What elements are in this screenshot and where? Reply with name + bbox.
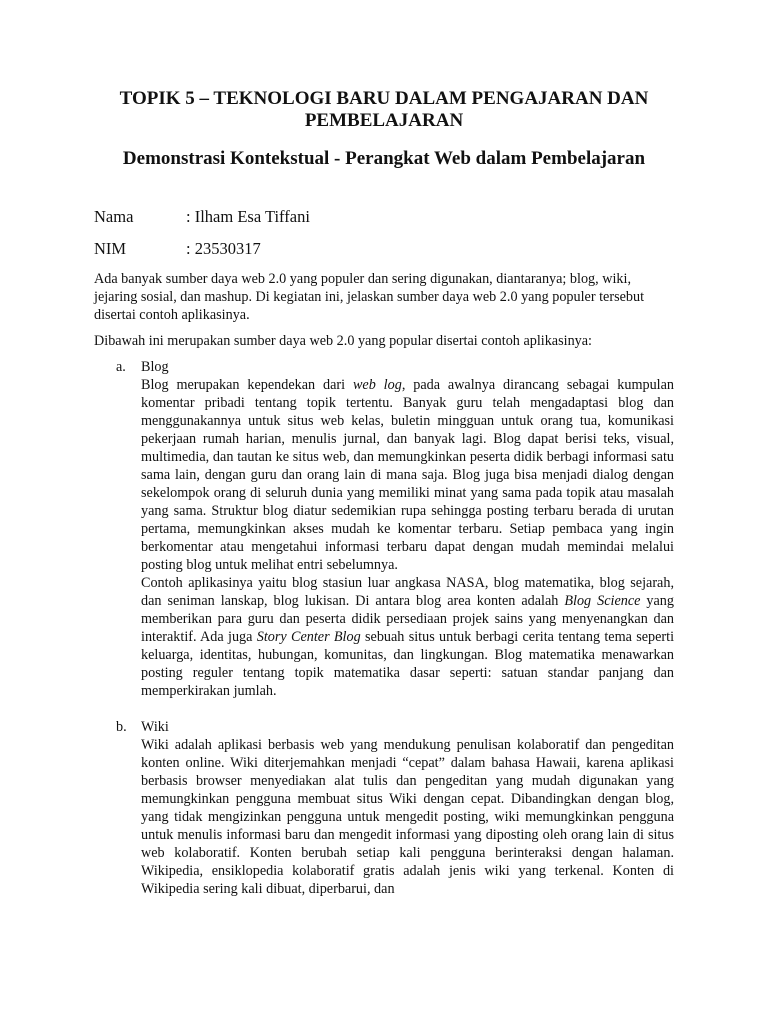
list-marker: b. xyxy=(116,719,127,735)
text-span: , pada awalnya dirancang sebagai kumpulan komentar pribadi tentang topik tertentu. Banyak guru telah mengadaptasi blog dan menggunakannya untuk situs web kelas, buletin mingguan untuk orang tua, komunikasi pekerjaan rumah harian, menulis jurnal, dan banyak lagi. Blog dapat berisi teks, visual, multimedia, dan tautan ke situs web, dan memungkinkan peserta didik berbagi informasi satu sama lain, dengan guru dan orang lain di mana saja. Blog juga bisa menjadi dialog dengan sekelompok orang di seluruh dunia yang memiliki minat yang sama pada topik atau masalah yang sama. Struktur blog diatur sedemikian rupa sehingga posting terbaru berada di urutan pertama, memungkinkan akses mudah ke komentar terbaru. Setiap pembaca yang ingin berkomentar atau mengetahui informasi terbaru dapat dengan mudah memindai melalui posting blog untuk melihat entri sebelumnya. xyxy=(141,377,675,573)
info-label-nim: NIM xyxy=(94,239,127,258)
text-span: yang memberikan para guru dan peserta didik persediaan projek sains yang menyenangkan dan interaktif. Ada juga xyxy=(141,593,674,645)
text-span: Blog merupakan kependekan dari xyxy=(141,377,353,393)
wiki-paragraph-1: Wiki adalah aplikasi berbasis web yang mendukung penulisan kolaboratif dan pengeditan konten online. Wiki diterjemahkan menjadi “cepat” dalam bahasa Hawaii, karena aplikasi berbasis browser menyediakan alat tulis dan pengeditan yang mudah digunakan yang memungkinkan pengguna membuat situs Wiki dengan cepat. Dibandingkan dengan blog, yang tidak mengizinkan pengguna untuk mengedit posting, wiki memungkinkan pengguna untuk menulis informasi baru dan mengedit informasi yang diposting oleh orang lain di situs web kolaboratif. Konten berubah setiap kali pengguna berinteraksi dengan halaman. Wikipedia, ensiklopedia kolaboratif gratis adalah jenis wiki yang terkenal. Konten di Wikipedia sering kali dibuat, diperbarui, dan xyxy=(141,737,674,897)
info-row-name xyxy=(94,206,674,228)
emphasis-web-log: web log xyxy=(352,377,402,393)
spacer xyxy=(94,700,674,718)
title-line-2: PEMBELAJARAN xyxy=(304,110,464,131)
list-item-body xyxy=(141,718,674,898)
document-subtitle: Demonstrasi Kontekstual - Perangkat Web dalam Pembelajaran xyxy=(122,148,646,169)
emphasis-story-center-blog: Story Center Blog xyxy=(256,629,361,645)
list-item-blog xyxy=(94,358,674,700)
title-line-1: TOPIK 5 – TEKNOLOGI BARU DALAM PENGAJARAN DAN xyxy=(119,88,649,109)
info-value-name: : Ilham Esa Tiffani xyxy=(186,207,310,226)
info-row-nim xyxy=(94,238,674,260)
blog-paragraph-2 xyxy=(141,574,674,700)
list-item-body xyxy=(141,358,674,700)
blog-paragraph-1 xyxy=(141,376,674,574)
text-span: sebuah situs untuk berbagi cerita tentang tema seperti keluarga, identitas, hubungan, komunitas, dan lingkungan. Blog matematika menawarkan posting reguler tentang topik matematika dasar seperti: satuan standar panjang dan memperkirakan jumlah. xyxy=(141,629,675,699)
resource-list xyxy=(94,358,674,898)
student-info xyxy=(94,206,674,260)
text-span: Contoh aplikasinya yaitu blog stasiun luar angkasa NASA, blog matematika, blog sejarah, dan seniman lanskap, blog lukisan. Di antara blog area konten adalah xyxy=(141,575,674,609)
info-label-name: Nama xyxy=(94,207,134,226)
document-title xyxy=(94,88,674,132)
item-title: Blog xyxy=(141,359,169,375)
intro-paragraph: Ada banyak sumber daya web 2.0 yang populer dan sering digunakan, diantaranya; blog, wiki, jejaring sosial, dan mashup. Di kegiatan ini, jelaskan sumber daya web 2.0 yang populer tersebut disertai contoh aplikasinya. xyxy=(94,271,645,323)
item-title: Wiki xyxy=(141,719,169,735)
info-value-nim: : 23530317 xyxy=(186,239,261,258)
lead-paragraph: Dibawah ini merupakan sumber daya web 2.0 yang popular disertai contoh aplikasinya: xyxy=(94,333,592,349)
list-marker: a. xyxy=(116,359,126,375)
list-item-wiki xyxy=(94,718,674,898)
emphasis-blog-science: Blog Science xyxy=(564,593,641,609)
